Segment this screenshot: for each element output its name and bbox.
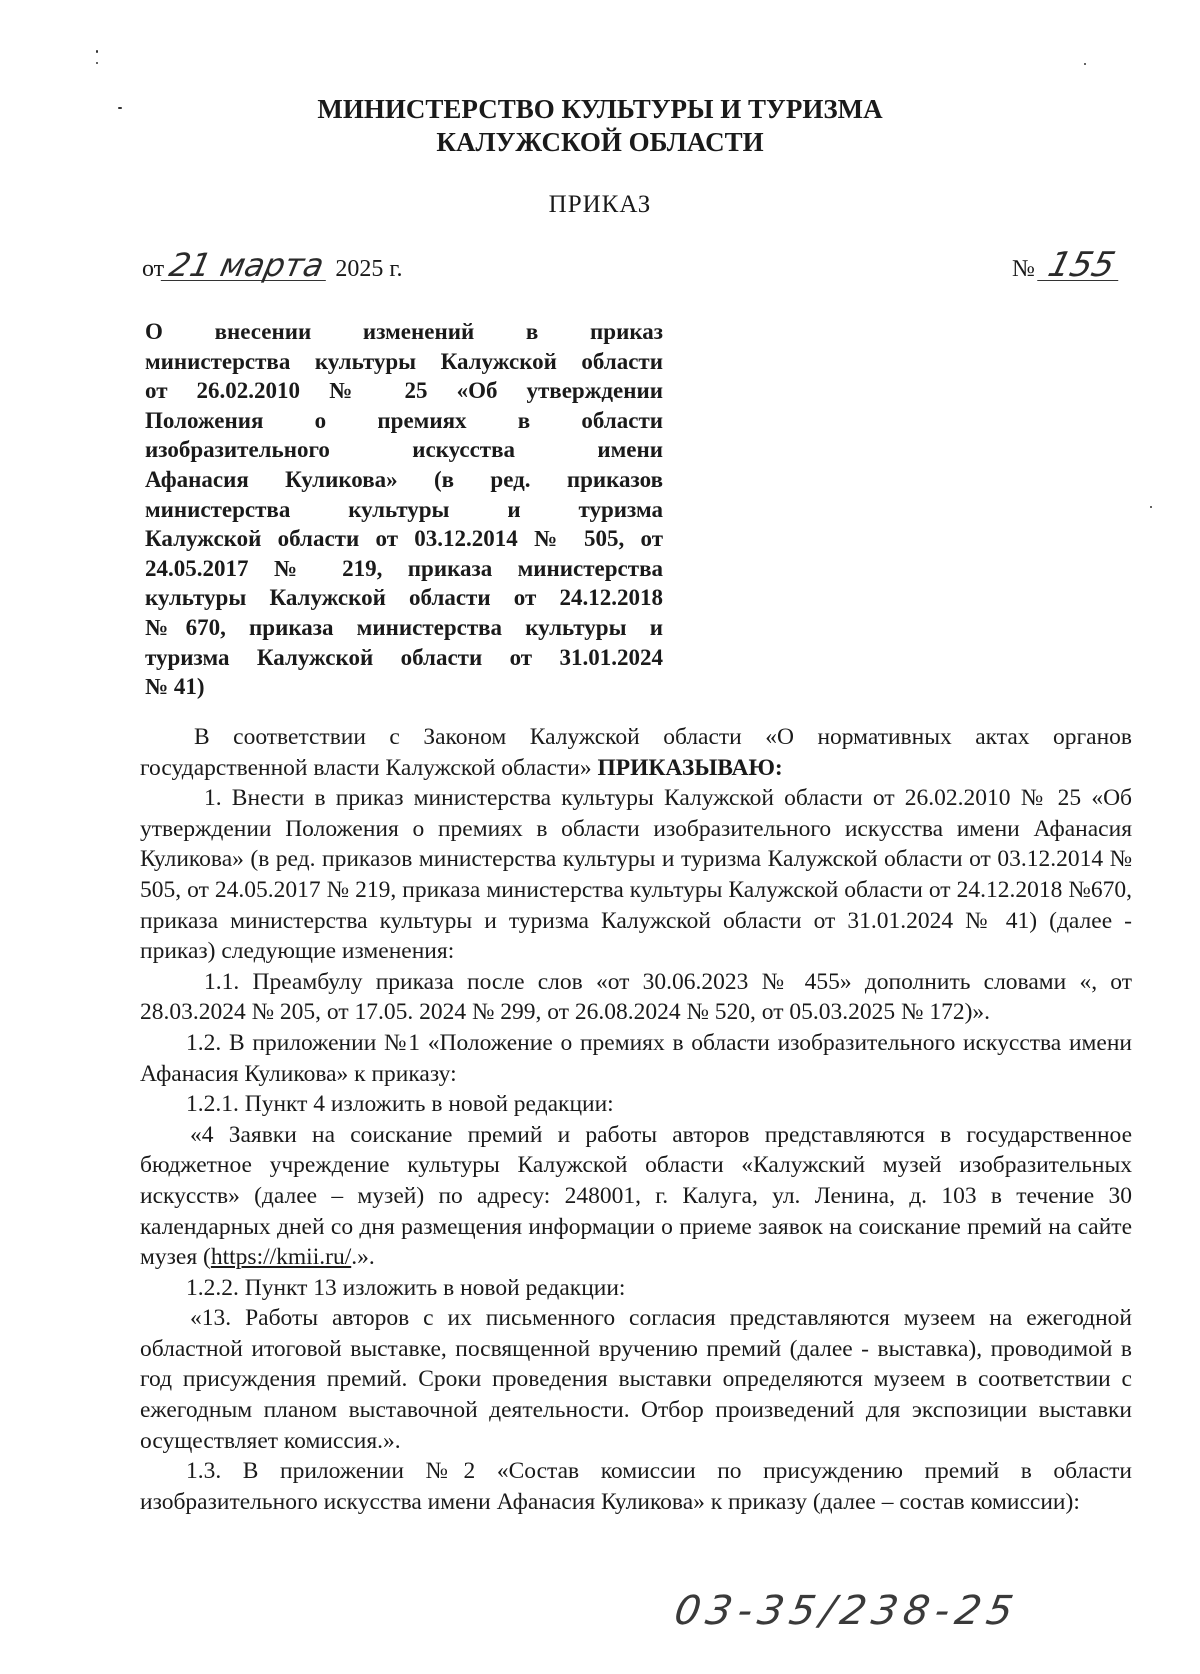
- order-body: [140, 722, 1132, 1517]
- subject-line: Афанасия Куликова» (в ред. приказов: [145, 466, 663, 492]
- subject-line: культуры Калужской области от 24.12.2018: [145, 585, 663, 611]
- museum-website-link[interactable]: https://kmii.ru/: [210, 1244, 352, 1271]
- scan-speck: [1150, 506, 1152, 508]
- scan-speck: [96, 50, 98, 53]
- ministry-title-line1: МИНИСТЕРСТВО КУЛЬТУРЫ И ТУРИЗМА: [317, 94, 883, 124]
- subject-line: О внесении изменений в приказ: [145, 319, 663, 344]
- paragraph-1-1: 1.1. Преамбулу приказа после слов «от 30.06.2023 № 455» дополнить словами «, от 28.03.2024 № 205, от 17.05. 2024 № 299, от 26.08.2024 № 520, от 05.03.2025 № 172)».: [140, 968, 1132, 1026]
- subject-line: туризма Калужской области от 31.01.2024: [145, 644, 663, 670]
- point-4-end: .».: [351, 1244, 375, 1271]
- preamble-text: В соответствии с Законом Калужской области «О нормативных актах органов государственной власти Калужской области»: [140, 724, 1132, 781]
- subject-line: от 26.02.2010 № 25 «Об утверждении: [145, 378, 663, 404]
- scan-speck: [96, 62, 98, 64]
- ministry-title-line2: КАЛУЖСКОЙ ОБЛАСТИ: [436, 127, 764, 157]
- subject-line: Калужской области от 03.12.2014 № 505, от: [145, 526, 663, 552]
- quoted-point-4: [140, 1120, 1132, 1273]
- subject-line: 24.05.2017 № 219, приказа министерства: [145, 555, 663, 581]
- paragraph-1: 1. Внести в приказ министерства культуры Калужской области от 26.02.2010 № 25 «Об утверждении Положения о премиях в области изобразительного искусства имени Афанасия Куликова» (в ред. приказов министерства культуры и туризма Калужской области от 03.12.2014 № 505, от 24.05.2017 № 219, приказа министерства культуры Калужской области от 24.12.2018 №670, приказа министерства культуры и туризма Калужской области от 31.01.2024 № 41) (далее - приказ) следующие изменения:: [140, 785, 1132, 965]
- paragraph-1-2-1: 1.2.1. Пункт 4 изложить в новой редакции:: [186, 1091, 614, 1118]
- order-subject: [145, 317, 663, 702]
- paragraph-1-3: 1.3. В приложении №2 «Состав комиссии по присуждению премий в области изобразительного искусства имени Афанасия Куликова» к приказу (далее – состав комиссии):: [140, 1458, 1132, 1515]
- date-year: 2025 г.: [335, 256, 403, 282]
- preamble-paragraph: [140, 722, 1132, 783]
- date-prefix: от: [142, 256, 165, 282]
- document-type-title: ПРИКАЗ: [548, 191, 652, 218]
- scan-speck: [1084, 63, 1086, 65]
- point-4-text: «4 Заявки на соискание премий и работы авторов представляются в государственное бюджетное учреждение культуры Калужской области «Калужский музей изобразительных искусств» (далее – музей) по адресу: 248001, г. Калуга, ул. Ленина, д. 103 в течение 30 календарных дней со дня размещения информации о приеме заявок на соискание премий на сайте музея (: [140, 1121, 1132, 1271]
- order-date: [142, 246, 403, 284]
- subject-line: министерства культуры и туризма: [145, 496, 663, 522]
- subject-line: Положения о премиях в области: [145, 407, 663, 433]
- order-number: [1012, 245, 1122, 285]
- number-prefix: №: [1012, 256, 1035, 282]
- subject-line: министерства культуры Калужской области: [145, 348, 663, 374]
- subject-line: №670, приказа министерства культуры и: [145, 614, 663, 640]
- paragraph-1-2-2: 1.2.2. Пункт 13 изложить в новой редакции:: [186, 1274, 626, 1301]
- handwritten-number: 155: [1037, 250, 1126, 281]
- handwritten-date: 21 марта: [161, 250, 333, 281]
- handwritten-registration-number: 03-35/238-25: [670, 1588, 1023, 1634]
- subject-line: № 41): [145, 674, 205, 700]
- subject-line: изобразительного искусства имени: [145, 437, 663, 463]
- order-keyword: ПРИКАЗЫВАЮ:: [597, 754, 783, 781]
- quoted-point-13: «13. Работы авторов с их письменного согласия представляются музеем на ежегодной областной итоговой выставке, посвященной вручению премий (далее - выставка), проводимой в год присуждения премий. Сроки проведения выставки определяются музеем в соответствии с ежегодным планом выставочной деятельности. Отбор произведений для экспозиции выставки осуществляет комиссия.».: [140, 1305, 1132, 1454]
- paragraph-1-2: 1.2. В приложении №1 «Положение о премиях в области изобразительного искусства имени Афанасия Куликова» к приказу:: [140, 1029, 1132, 1087]
